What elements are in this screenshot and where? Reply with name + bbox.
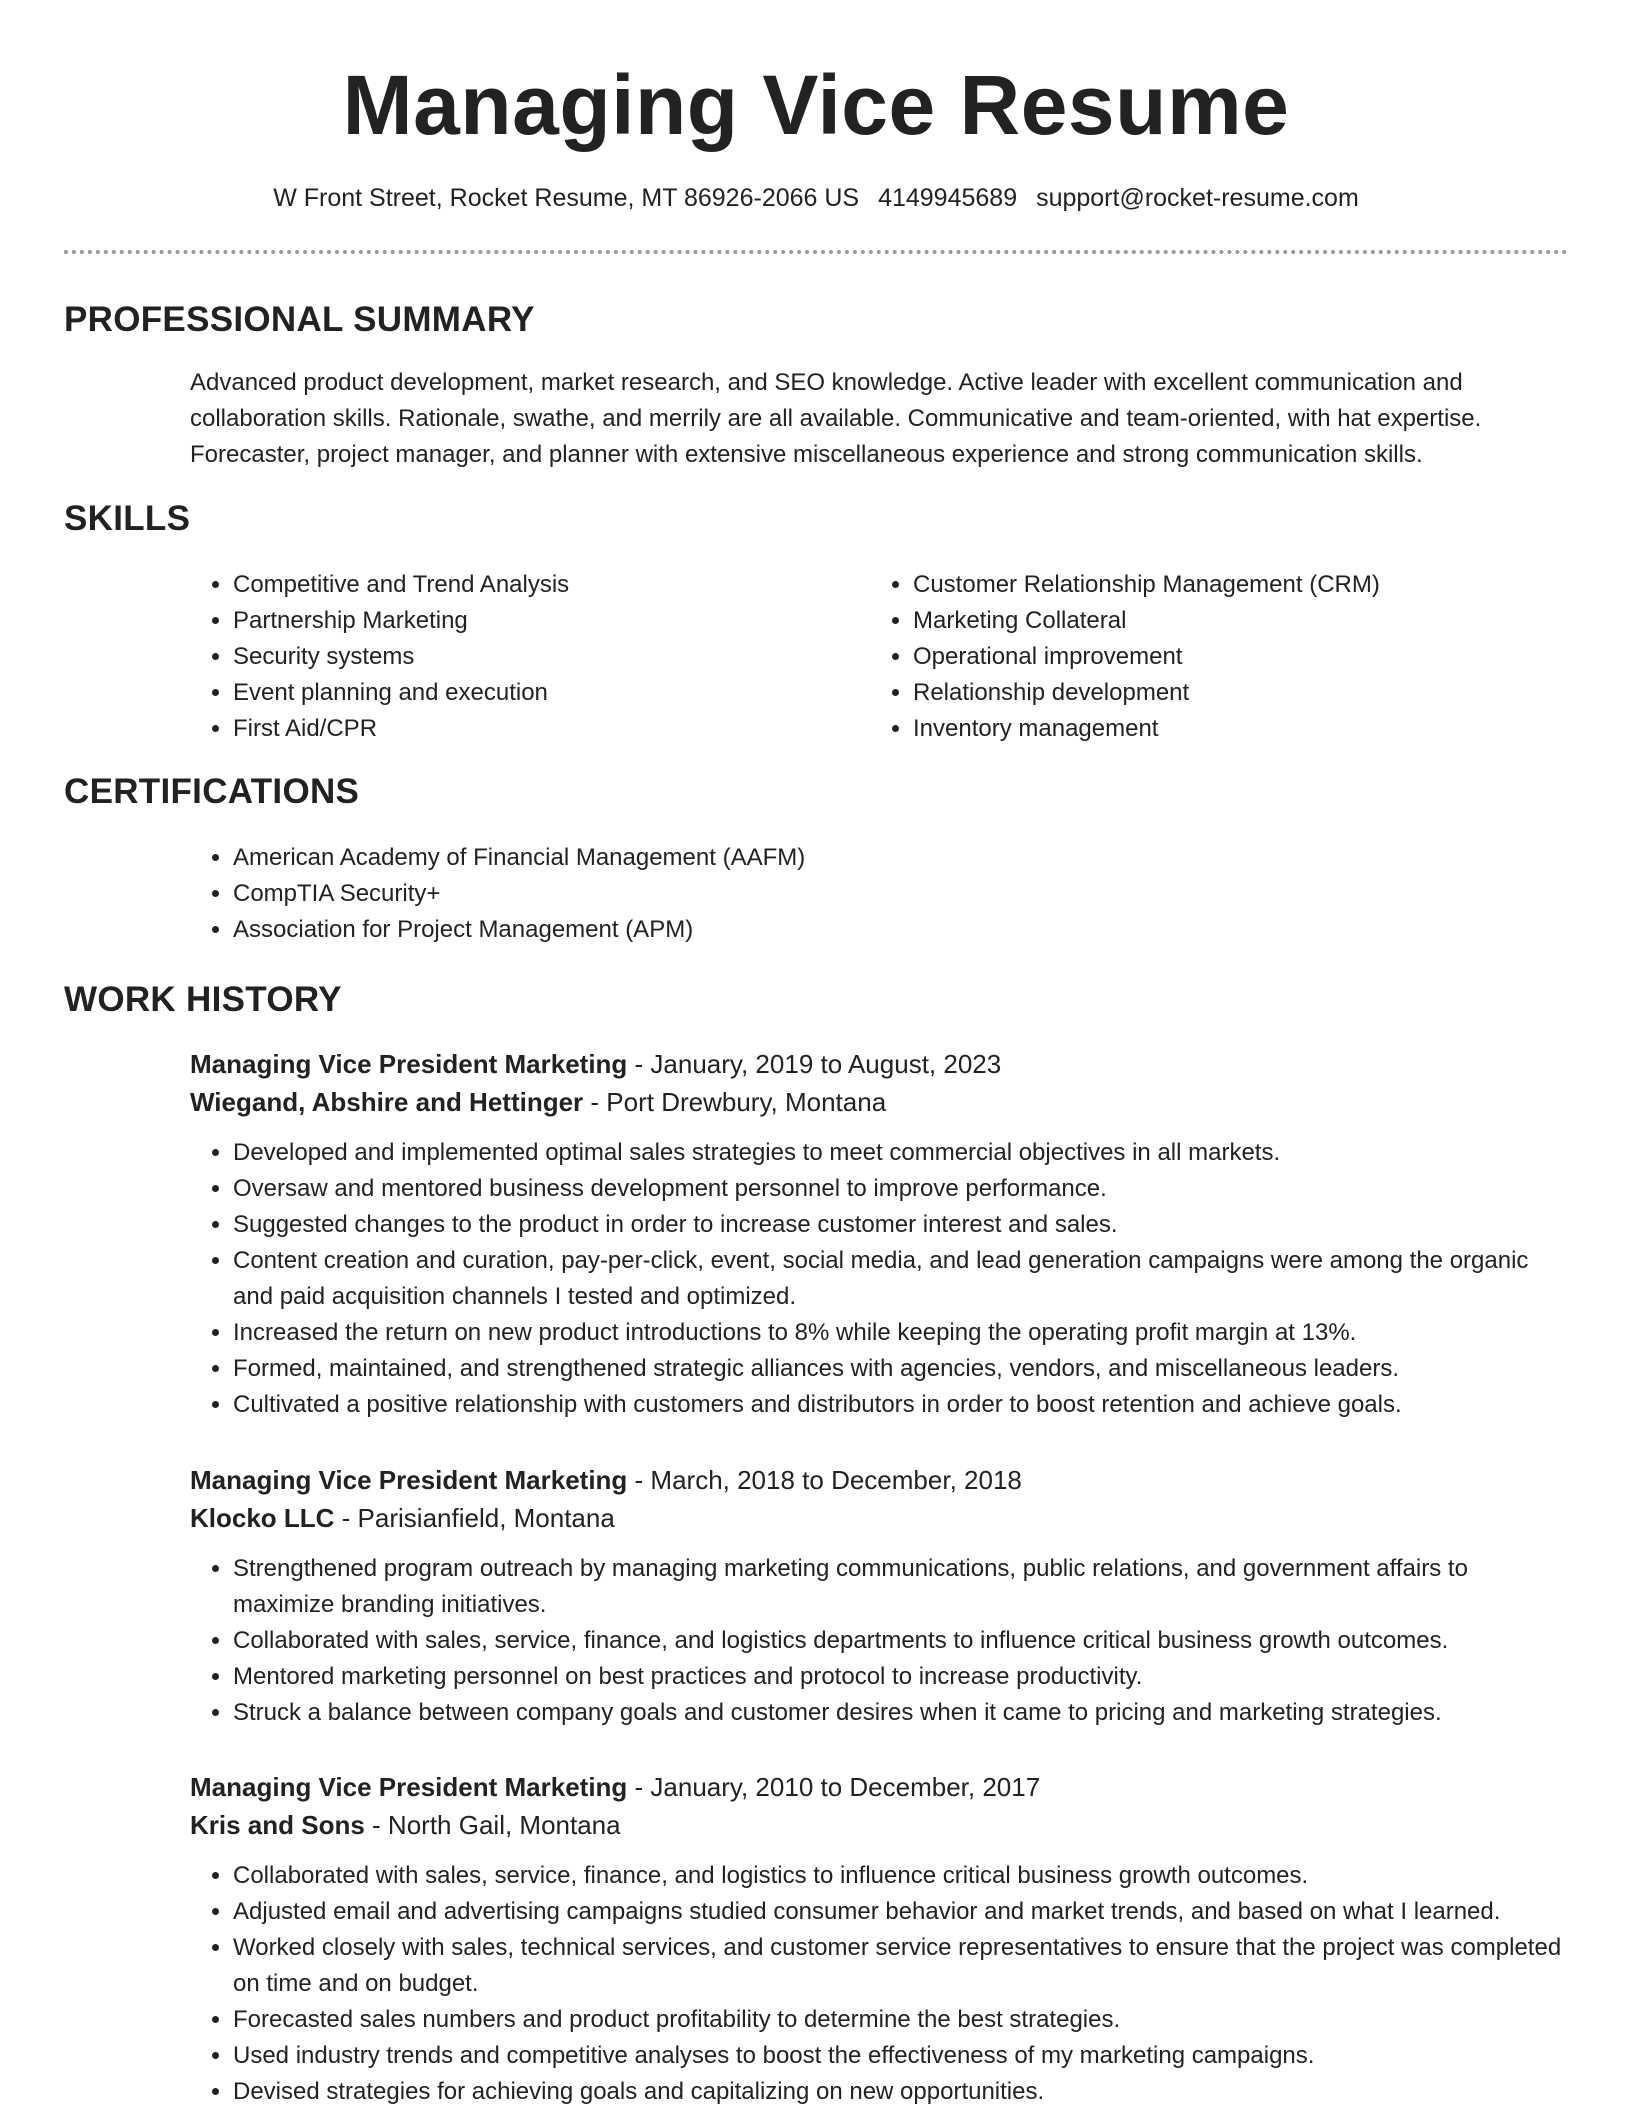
skill-item: • Relationship development bbox=[913, 675, 1560, 711]
skill-item: • Operational improvement bbox=[913, 639, 1560, 675]
contact-phone: 4149945689 bbox=[878, 184, 1018, 212]
certification-item: • CompTIA Security+ bbox=[233, 876, 1560, 912]
job-bullet: • Oversaw and mentored business development personnel to improve performance. bbox=[233, 1171, 1570, 1207]
job-bullet: • Strengthened program outreach by managing marketing communications, public relations, and government affairs to maximize branding initiatives. bbox=[233, 1551, 1570, 1623]
job-entry bbox=[190, 1768, 1570, 2110]
job-bullet: • Mentored marketing personnel on best practices and protocol to increase productivity. bbox=[233, 1659, 1570, 1695]
skills-column-right bbox=[870, 567, 1560, 747]
job-title-line bbox=[190, 1768, 1570, 1806]
job-entry bbox=[190, 1045, 1570, 1423]
skill-item: • Partnership Marketing bbox=[233, 603, 830, 639]
skill-item: • Competitive and Trend Analysis bbox=[233, 567, 830, 603]
job-bullet: • Struck a balance between company goals and customer desires when it came to pricing and marketing strategies. bbox=[233, 1695, 1570, 1731]
certifications-heading: CERTIFICATIONS bbox=[64, 772, 360, 811]
skill-item: • Marketing Collateral bbox=[913, 603, 1560, 639]
job-bullet: • Developed and implemented optimal sales strategies to meet commercial objectives in all markets. bbox=[233, 1135, 1570, 1171]
job-location: - Port Drewbury, Montana bbox=[583, 1087, 887, 1117]
skill-item: • Customer Relationship Management (CRM) bbox=[913, 567, 1560, 603]
skills-list-right bbox=[870, 567, 1560, 747]
skills-list-left bbox=[190, 567, 830, 747]
job-dates: - January, 2010 to December, 2017 bbox=[627, 1772, 1041, 1802]
certification-item: • Association for Project Management (APM) bbox=[233, 912, 1560, 948]
skill-item: • First Aid/CPR bbox=[233, 711, 830, 747]
job-bullet: • Collaborated with sales, service, finance, and logistics departments to influence critical business growth outcomes. bbox=[233, 1623, 1570, 1659]
job-bullet: • Cultivated a positive relationship with customers and distributors in order to boost retention and achieve goals. bbox=[233, 1387, 1570, 1423]
skill-item: • Security systems bbox=[233, 639, 830, 675]
job-company-line bbox=[190, 1083, 1570, 1121]
summary-heading: PROFESSIONAL SUMMARY bbox=[64, 300, 535, 339]
contact-address: W Front Street, Rocket Resume, MT 86926-2066 US bbox=[273, 184, 860, 212]
job-bullets bbox=[190, 1135, 1570, 1423]
skill-item: • Event planning and execution bbox=[233, 675, 830, 711]
job-bullet: • Suggested changes to the product in order to increase customer interest and sales. bbox=[233, 1207, 1570, 1243]
job-location: - Parisianfield, Montana bbox=[334, 1503, 615, 1533]
job-bullet: • Formed, maintained, and strengthened strategic alliances with agencies, vendors, and miscellaneous leaders. bbox=[233, 1351, 1570, 1387]
job-company: Kris and Sons bbox=[190, 1810, 365, 1840]
skills-heading: SKILLS bbox=[64, 499, 191, 538]
job-company: Wiegand, Abshire and Hettinger bbox=[190, 1087, 584, 1117]
certification-item: • American Academy of Financial Management (AAFM) bbox=[233, 840, 1560, 876]
job-location: - North Gail, Montana bbox=[364, 1810, 621, 1840]
certifications-list bbox=[190, 840, 1560, 948]
job-dates: - January, 2019 to August, 2023 bbox=[627, 1049, 1002, 1079]
job-company-line bbox=[190, 1806, 1570, 1844]
certifications-block bbox=[190, 840, 1560, 948]
skill-item: • Inventory management bbox=[913, 711, 1560, 747]
resume-name: Managing Vice Resume bbox=[342, 58, 1290, 152]
job-entry bbox=[190, 1461, 1570, 1731]
header-divider bbox=[64, 250, 1568, 254]
job-bullet: • Content creation and curation, pay-per-click, event, social media, and lead generation campaigns were among the organic and paid acquisition channels I tested and optimized. bbox=[233, 1243, 1570, 1315]
job-title-line bbox=[190, 1045, 1570, 1083]
job-company-line bbox=[190, 1499, 1570, 1537]
job-bullet: • Worked closely with sales, technical services, and customer service representatives to ensure that the project was completed on time and on budget. bbox=[233, 1930, 1570, 2002]
job-bullet: • Adjusted email and advertising campaigns studied consumer behavior and market trends, and based on what I learned. bbox=[233, 1894, 1570, 1930]
job-company: Klocko LLC bbox=[190, 1503, 335, 1533]
job-bullet: • Forecasted sales numbers and product profitability to determine the best strategies. bbox=[233, 2002, 1570, 2038]
work-history-heading: WORK HISTORY bbox=[64, 980, 342, 1019]
job-dates: - March, 2018 to December, 2018 bbox=[627, 1465, 1022, 1495]
contact-email: support@rocket-resume.com bbox=[1036, 184, 1359, 212]
job-bullets bbox=[190, 1858, 1570, 2110]
job-role: Managing Vice President Marketing bbox=[190, 1049, 628, 1079]
skills-column-left bbox=[190, 567, 830, 747]
contact-line bbox=[0, 180, 1632, 216]
job-role: Managing Vice President Marketing bbox=[190, 1465, 628, 1495]
job-bullets bbox=[190, 1551, 1570, 1731]
summary-text: Advanced product development, market research, and SEO knowledge. Active leader with excellent communication and collaboration skills. Rationale, swathe, and merrily are all available. Communicative and team-oriented, with hat expertise. Forecaster, project manager, and planner with extensive miscellaneous experience and strong communication skills. bbox=[190, 369, 1482, 468]
job-bullet: • Increased the return on new product introductions to 8% while keeping the operating profit margin at 13%. bbox=[233, 1315, 1570, 1351]
job-bullet: • Devised strategies for achieving goals and capitalizing on new opportunities. bbox=[233, 2074, 1570, 2110]
job-bullet: • Collaborated with sales, service, finance, and logistics to influence critical business growth outcomes. bbox=[233, 1858, 1570, 1894]
job-title-line bbox=[190, 1461, 1570, 1499]
job-role: Managing Vice President Marketing bbox=[190, 1772, 628, 1802]
job-bullet: • Used industry trends and competitive analyses to boost the effectiveness of my marketing campaigns. bbox=[233, 2038, 1570, 2074]
